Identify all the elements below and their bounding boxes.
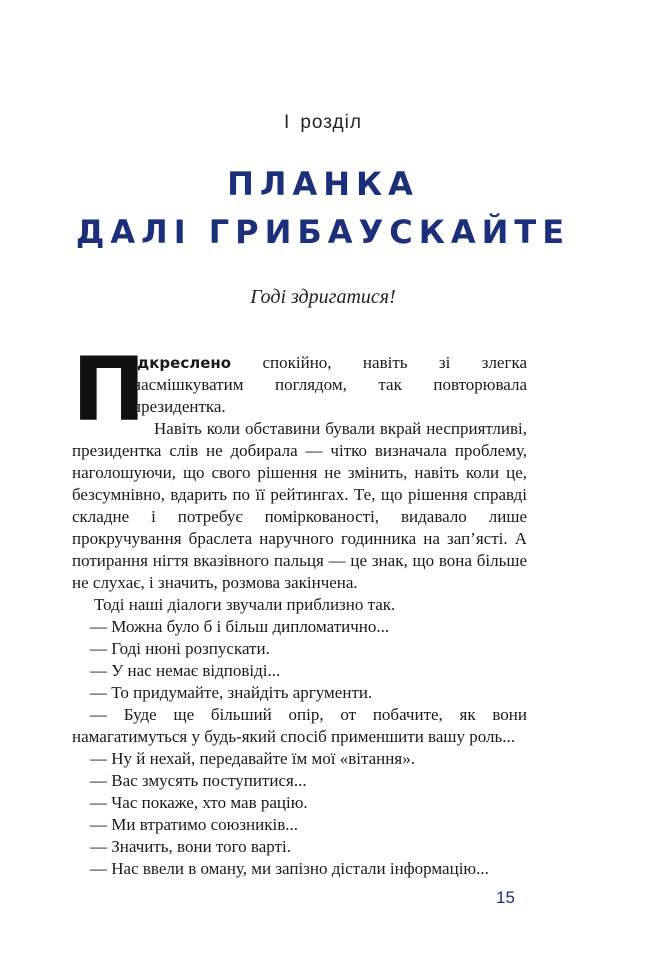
epigraph: Годі здригатися! xyxy=(250,286,396,308)
dialogue-line: — Час покаже, хто мав рацію. xyxy=(90,793,308,812)
dropcap-box xyxy=(72,338,146,441)
dialogue-line: — Годі нюні розпускати. xyxy=(90,639,270,658)
chapter-word: розділ xyxy=(300,112,362,133)
chapter-title-line-1: ПЛАНКА xyxy=(227,165,419,203)
lead-word: ідкреслено xyxy=(132,354,232,372)
paragraph-3: Тоді наші діалоги звучали приблизно так. xyxy=(94,595,396,614)
dialogue-line: — Ми втратимо союзників... xyxy=(90,815,299,834)
dialogue-line: — Нас ввели в оману, ми запізно дістали інформацію... xyxy=(90,859,489,878)
body-text xyxy=(72,338,527,880)
page-number: 15 xyxy=(496,888,515,907)
dialogue-line: — Вас змусять поступитися... xyxy=(90,771,307,790)
chapter-number: I xyxy=(284,112,291,133)
paragraph-1 xyxy=(72,338,527,441)
paragraph-2: Навіть коли обставини бували вкрай несприятливі, президентка слів не добирала — чітко визначала проблему, наголошуючи, що свого рішення не змінить, навіть коли це, безсумнівно, вдарить по її рейтингах. Те, що рішення справді складне і потребує поміркованості, видавало лише прокручування браслета наручного годинника на зап’ясті. А потирання нігтя вказівного пальця — це знак, що вона більше не слухає, і значить, розмова закінчена. xyxy=(72,419,527,592)
chapter-title xyxy=(0,160,646,256)
dialogue-line: — Буде ще більший опір, от побачите, як вони намагатимуться у будь-який спосіб применшити вашу роль... xyxy=(72,705,527,746)
dialogue-line: — Ну й нехай, передавайте їм мої «вітання». xyxy=(90,749,415,768)
dialogue-line: — Можна було б і більш дипломатично... xyxy=(90,617,390,636)
dialogue-line: — У нас немає відповіді... xyxy=(90,661,281,680)
dropcap: П xyxy=(72,338,146,441)
dialogue-line: — То придумайте, знайдіть аргументи. xyxy=(90,683,373,702)
chapter-label xyxy=(0,112,646,134)
dialogue-line: — Значить, вони того варті. xyxy=(90,837,291,856)
chapter-title-line-2: ДАЛІ ГРИБАУСКАЙТЕ xyxy=(75,213,571,251)
paragraph-1-text: спокійно, навіть зі злегка насмішкуватим поглядом, так повторювала президентка. xyxy=(132,353,527,416)
